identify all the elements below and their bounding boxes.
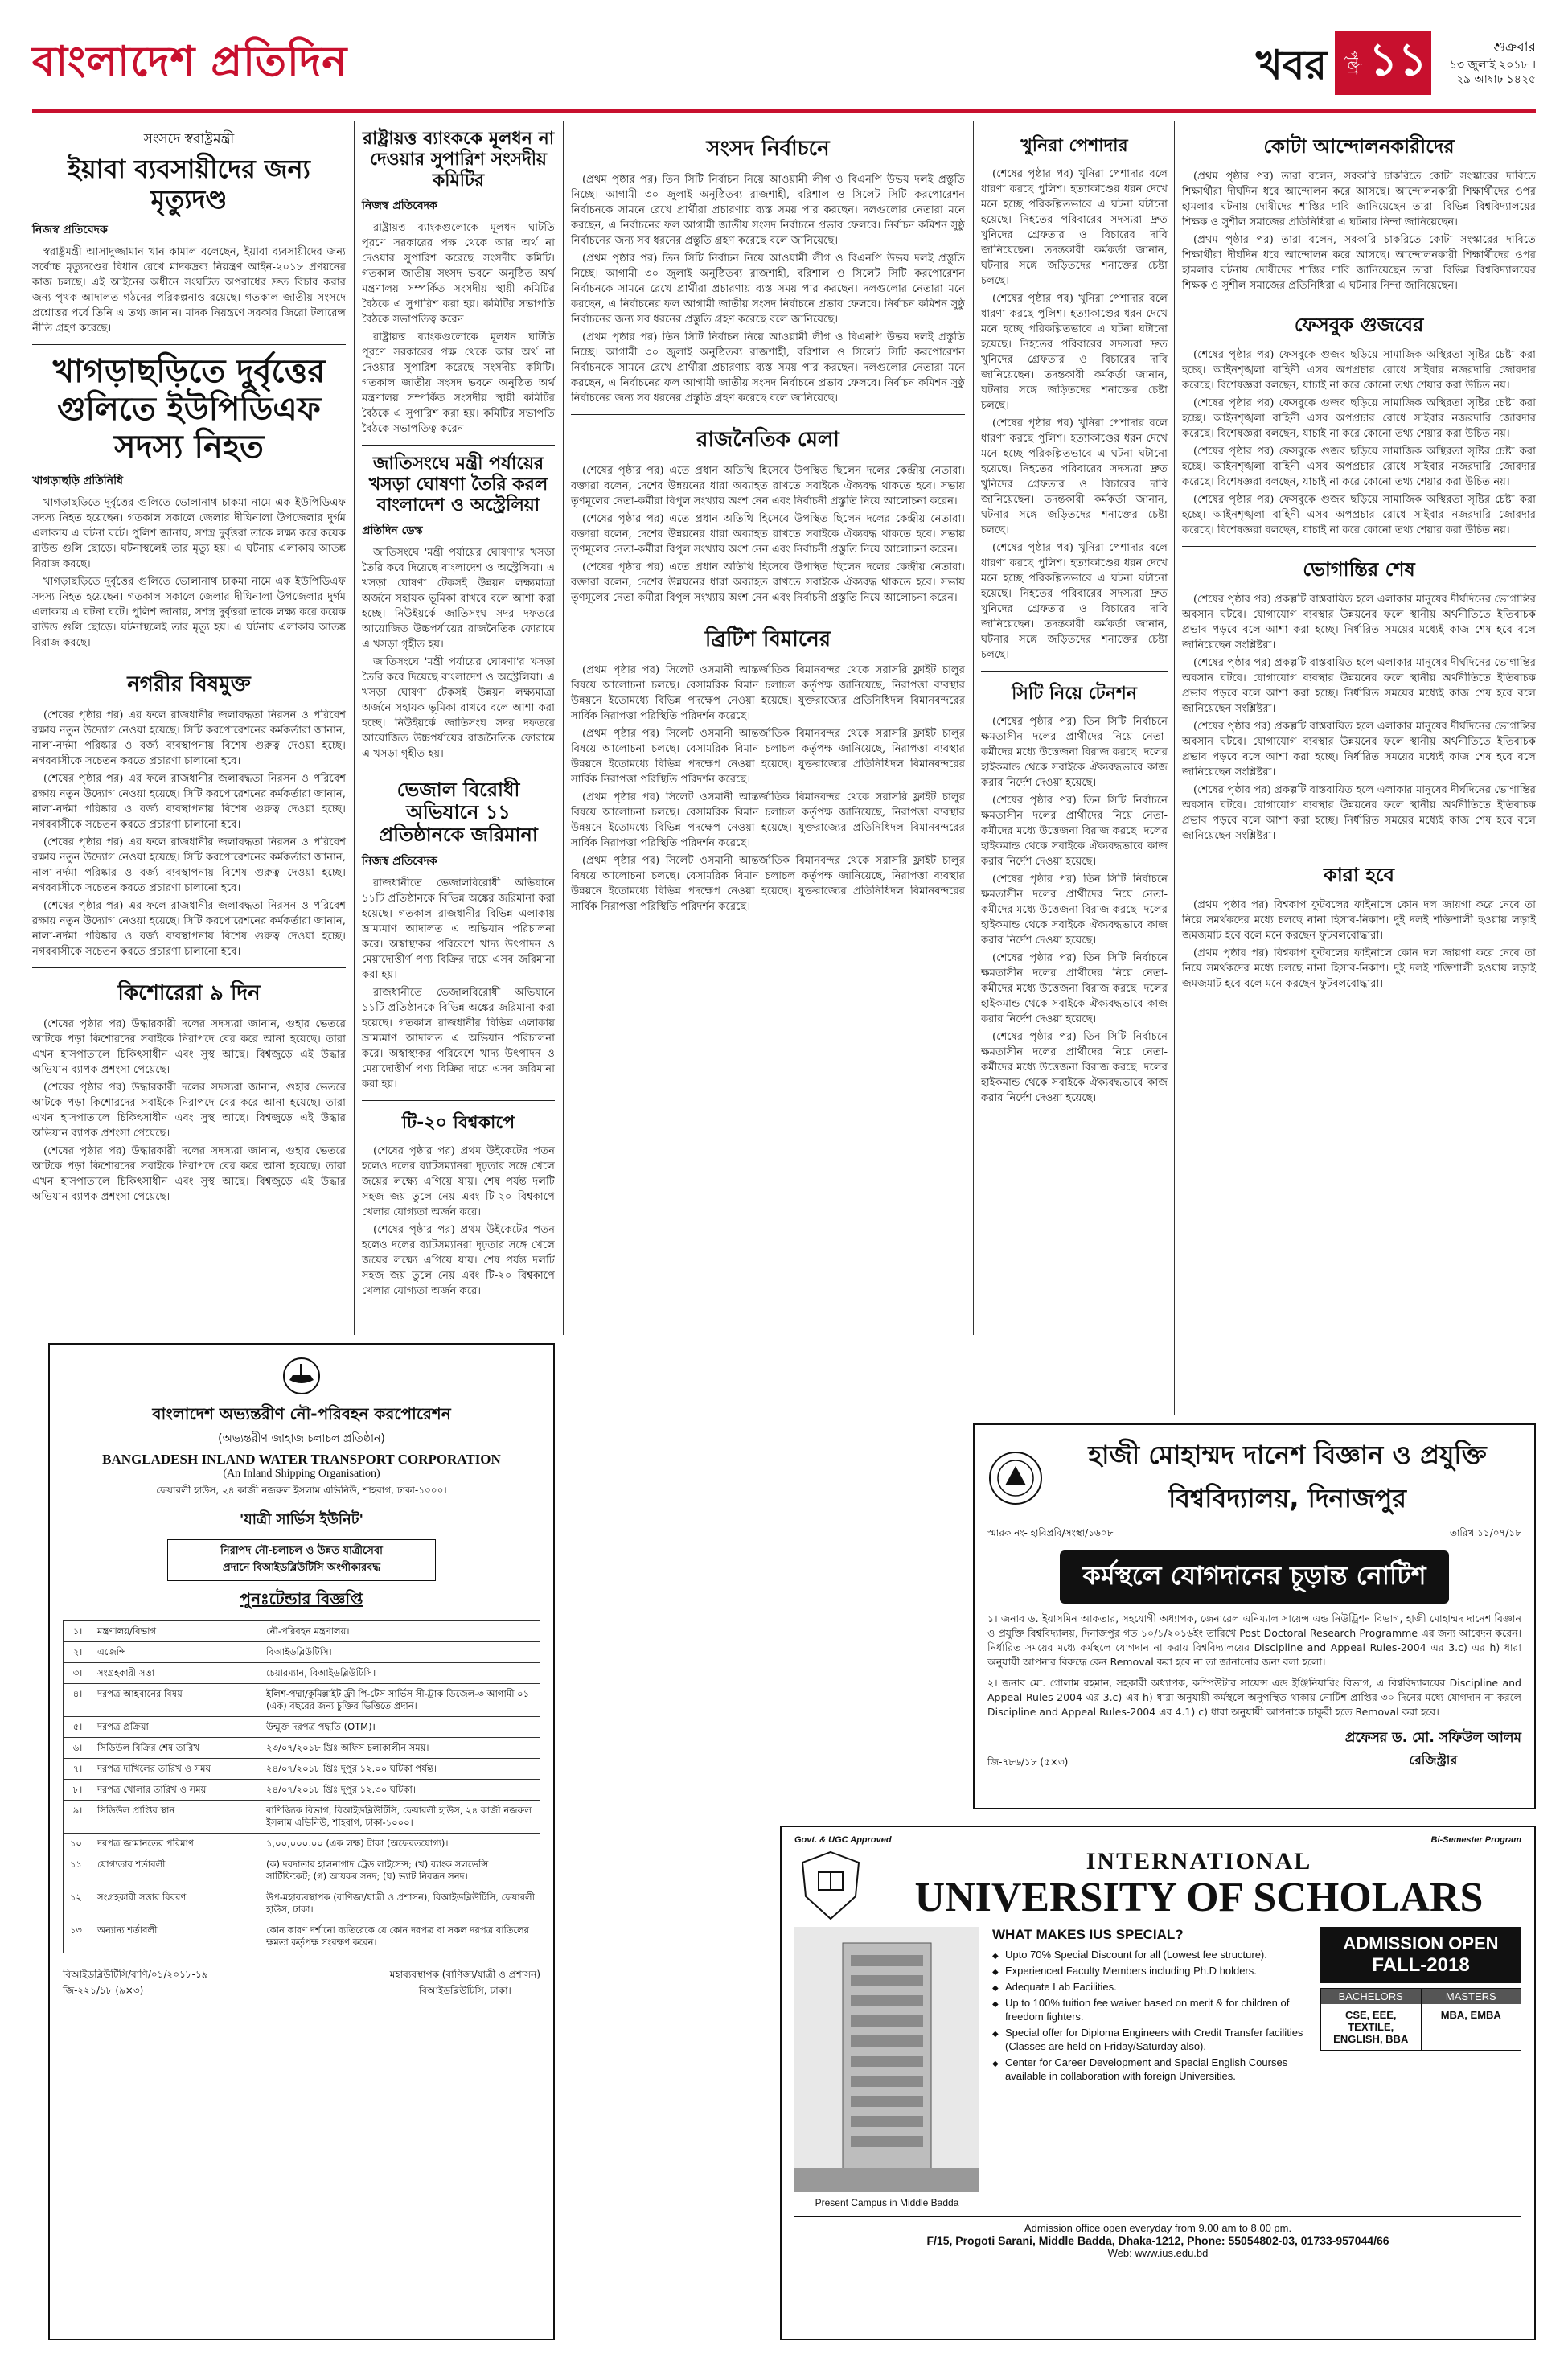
tender-cell-no: ১৩। bbox=[64, 1920, 92, 1953]
article-paragraph: খাগড়াছড়িতে দুর্বৃত্তের গুলিতে ভোলানাথ চাকমা নামে এক ইউপিডিএফ সদস্য নিহত হয়েছেন। গতকাল সকালে জেলার দীঘিনালা উপজেলার দুর্গম এলাকায় এ ঘটনা ঘটে। পুলিশ জানায়, সশস্ত্র দুর্বৃত্তরা তাকে লক্ষ্য করে কয়েক রাউন্ড গুলি ছোড়ে। ঘটনাস্থলেই তার মৃত্যু হয়। এ ঘটনায় এলাকায় আতঙ্ক বিরাজ করছে। bbox=[32, 497, 346, 571]
article-paragraph: (প্রথম পৃষ্ঠার পর) তিন সিটি নির্বাচন নিয়ে আওয়ামী লীগ ও বিএনপি উভয় দলই প্রস্তুতি নিচ্ছে। আগামী ৩০ জুলাই অনুষ্ঠিতব্য রাজশাহী, বরিশাল ও সিলেট সিটি করপোরেশন নির্বাচনকে সামনে রেখে প্রার্থীরা প্রচারণায় ব্যস্ত সময় পার করছেন। দলগুলোর নেতারা মনে করছেন, এ নির্বাচনের ফল আগামী জাতীয় সংসদ নির্বাচনে প্রভাব ফেলবে। নির্বাচন কমিশন সুষ্ঠু নির্বাচনের জন্য সব ধরনের প্রস্তুতি গ্রহণ করেছে বলে জানিয়েছে। bbox=[571, 174, 965, 247]
ius-programs bbox=[1320, 1988, 1521, 2051]
biwtc-slogan: নিরাপদ নৌ-চলাচল ও উন্নত যাত্রীসেবা bbox=[220, 1545, 383, 1557]
ius-crest-icon bbox=[794, 1848, 867, 1920]
ius-header bbox=[794, 1848, 1521, 1920]
article-kara bbox=[1182, 860, 1536, 992]
tender-cell-value: ইলিশ-পদ্মা/কুমিল্লাইট ফ্রী পি-টেস সার্ভিস সী-ট্রাক ডিজেল-৩ আগামী ০১ (এক) বছরের জন্য চুক্তির ভিত্তিতে প্রদান। bbox=[261, 1684, 540, 1717]
divider bbox=[32, 967, 346, 968]
tender-cell-key: দরপত্র জামানতের পরিমাণ bbox=[92, 1834, 261, 1854]
day-label: শুক্রবার bbox=[1493, 39, 1536, 55]
article-paragraph: (শেষের পৃষ্ঠার পর) এতে প্রধান অতিথি হিসেবে উপস্থিত ছিলেন দলের কেন্দ্রীয় নেতারা। বক্তারা বলেন, দেশের উন্নয়নের ধারা অব্যাহত রাখতে সবাইকে ঐক্যবদ্ধ থাকতে হবে। সভায় তৃণমূলের নেতা-কর্মীরা বিপুল সংখ্যায় অংশ নেন এবং নির্বাচনী প্রস্তুতি নিয়ে আলোচনা করেন। bbox=[571, 465, 965, 507]
tender-cell-key: মন্ত্রণালয়/বিভাগ bbox=[92, 1621, 261, 1642]
column-fourth bbox=[981, 129, 1168, 1108]
tender-cell-value: বিআইডব্লিউটিসি। bbox=[261, 1642, 540, 1663]
tender-cell-no: ১। bbox=[64, 1621, 92, 1642]
article-byline: নিজস্ব প্রতিবেদক bbox=[362, 199, 437, 212]
article-khagrachhari bbox=[32, 353, 346, 651]
hstu-memo-date: তারিখ ১১/০৭/১৮ bbox=[1449, 1527, 1521, 1538]
tender-cell-no: ২। bbox=[64, 1642, 92, 1663]
tender-table-row bbox=[64, 1780, 540, 1801]
article-subhead: রাজনৈতিক মেলা bbox=[696, 428, 839, 452]
tender-table-row bbox=[64, 1717, 540, 1738]
article-vejal bbox=[362, 778, 555, 1092]
article-paragraph: (শেষের পৃষ্ঠার পর) তিন সিটি নির্বাচনে ক্ষমতাসীন দলের প্রার্থীদের নিয়ে নেতা-কর্মীদের মধ্যে উত্তেজনা বিরাজ করছে। দলের হাইকমান্ড থেকে সবাইকে ঐক্যবদ্ধভাবে কাজ করার নির্দেশ দেওয়া হয়েছে। bbox=[981, 873, 1168, 947]
article-paragraph: (শেষের পৃষ্ঠার পর) প্রকল্পটি বাস্তবায়িত হলে এলাকার মানুষের দীর্ঘদিনের ভোগান্তির অবসান ঘটবে। যোগাযোগ ব্যবস্থার উন্নয়নের ফলে স্থানীয় অর্থনীতিতে ইতিবাচক প্রভাব পড়বে বলে আশা করা হচ্ছে। নির্ধারিত সময়ের মধ্যেই কাজ শেষ হবে বলে জানিয়েছেন সংশ্লিষ্টরা। bbox=[1182, 594, 1536, 651]
article-paragraph: জাতিসংঘে 'মন্ত্রী পর্যায়ের ঘোষণা'র খসড়া তৈরি করে দিয়েছে বাংলাদেশ ও অস্ট্রেলিয়া। এ খসড়া ঘোষণা টেকসই উন্নয়ন লক্ষ্যমাত্রা অর্জনে সহায়ক ভূমিকা রাখবে বলে আশা করা হচ্ছে। নিউইয়র্কে জাতিসংঘ সদর দফতরে আয়োজিত উচ্চপর্যায়ের রাজনৈতিক ফোরামে এ খসড়া গৃহীত হয়। bbox=[362, 655, 555, 760]
page-number-box bbox=[1335, 31, 1431, 95]
tender-cell-key: সংগ্রহকারী সত্তা bbox=[92, 1663, 261, 1684]
article-headline: রাষ্ট্রায়ত্ত ব্যাংককে মূলধন না দেওয়ার সুপারিশ সংসদীয় কমিটির bbox=[362, 129, 555, 191]
divider bbox=[571, 414, 965, 415]
article-un bbox=[362, 454, 555, 762]
article-paragraph: (শেষের পৃষ্ঠার পর) খুনিরা পেশাদার বলে ধারণা করছে পুলিশ। হত্যাকাণ্ডের ধরন দেখে মনে হচ্ছে পরিকল্পিতভাবে এ ঘটনা ঘটানো হয়েছে। নিহতের পরিবারের সদস্যরা দ্রুত খুনিদের গ্রেফতার ও বিচারের দাবি জানিয়েছেন। তদন্তকারী কর্মকর্তা জানান, ঘটনার সঙ্গে জড়িতদের শনাক্তের চেষ্টা চলছে। bbox=[981, 417, 1168, 536]
ius-bachelors-label: BACHELORS bbox=[1321, 1989, 1421, 2004]
tender-table-row bbox=[64, 1834, 540, 1854]
tender-table-row bbox=[64, 1854, 540, 1887]
ius-approved: Govt. & UGC Approved bbox=[794, 1835, 892, 1845]
biwtc-notice-title: পুনঃটেন্ডার বিজ্ঞপ্তি bbox=[240, 1589, 363, 1608]
article-kicker: সংসদে স্বরাষ্ট্রমন্ত্রী bbox=[143, 131, 235, 147]
ius-masters-list: MBA, EMBA bbox=[1440, 2009, 1501, 2021]
biwtc-org-en: BANGLADESH INLAND WATER TRANSPORT CORPORATION bbox=[102, 1452, 501, 1467]
tender-table-row bbox=[64, 1621, 540, 1642]
tender-cell-no: ৯। bbox=[64, 1801, 92, 1834]
article-paragraph: রাজধানীতে ভেজালবিরোধী অভিযানে ১১টি প্রতিষ্ঠানকে বিভিন্ন অঙ্কের জরিমানা করা হয়েছে। গতকাল রাজধানীর বিভিন্ন এলাকায় ভ্রাম্যমাণ আদালত এ অভিযান পরিচালনা করে। অস্বাস্থ্যকর পরিবেশে খাদ্য উৎপাদন ও মেয়াদোত্তীর্ণ পণ্য বিক্রির দায়ে এসব জরিমানা করা হয়। bbox=[362, 986, 555, 1090]
article-paragraph: (প্রথম পৃষ্ঠার পর) তিন সিটি নির্বাচন নিয়ে আওয়ামী লীগ ও বিএনপি উভয় দলই প্রস্তুতি নিচ্ছে। আগামী ৩০ জুলাই অনুষ্ঠিতব্য রাজশাহী, বরিশাল ও সিলেট সিটি করপোরেশন নির্বাচনকে সামনে রেখে প্রার্থীরা প্রচারণায় ব্যস্ত সময় পার করছেন। দলগুলোর নেতারা মনে করছেন, এ নির্বাচনের ফল আগামী জাতীয় সংসদ নির্বাচনে প্রভাব ফেলবে। নির্বাচন কমিশন সুষ্ঠু নির্বাচনের জন্য সব ধরনের প্রস্তুতি গ্রহণ করেছে বলে জানিয়েছে। bbox=[571, 331, 965, 405]
ius-feature-item: ◆ Adequate Lab Facilities. bbox=[992, 1980, 1307, 1994]
tender-cell-value: ২৪/০৭/২০১৮ খ্রিঃ দুপুর ১২.০০ ঘটিকা পর্যন্ত। bbox=[261, 1759, 540, 1780]
article-body bbox=[1182, 347, 1536, 538]
column-rule bbox=[563, 121, 564, 1335]
article-paragraph: (শেষের পৃষ্ঠার পর) উদ্ধারকারী দলের সদস্যরা জানান, গুহার ভেতরে আটকে পড়া কিশোরদের সবাইকে নিরাপদে বের করে আনা হয়েছে। তারা এখন হাসপাতালে চিকিৎসাধীন এবং সুস্থ আছে। বিশ্বজুড়ে এই উদ্ধার অভিযান ব্যাপক প্রশংসা পেয়েছে। bbox=[32, 1082, 346, 1140]
tender-cell-key: সিডিউল প্রাপ্তির স্থান bbox=[92, 1801, 261, 1834]
column-rule bbox=[1174, 121, 1175, 1415]
article-paragraph: (শেষের পৃষ্ঠার পর) তিন সিটি নির্বাচনে ক্ষমতাসীন দলের প্রার্থীদের নিয়ে নেতা-কর্মীদের মধ্যে উত্তেজনা বিরাজ করছে। দলের হাইকমান্ড থেকে সবাইকে ঐক্যবদ্ধভাবে কাজ করার নির্দেশ দেওয়া হয়েছে। bbox=[981, 795, 1168, 868]
ius-masters-label: MASTERS bbox=[1422, 1989, 1521, 2004]
tender-cell-value: ২৩/০৭/২০১৮ খ্রিঃ অফিস চলাকালীন সময়। bbox=[261, 1738, 540, 1759]
article-kishori bbox=[32, 976, 346, 1205]
article-paragraph: (শেষের পৃষ্ঠার পর) ফেসবুকে গুজব ছড়িয়ে সামাজিক অস্থিরতা সৃষ্টির চেষ্টা করা হচ্ছে। আইনশৃঙ্খলা বাহিনী এসব অপপ্রচার রোধে সাইবার নজরদারি জোরদার করেছে। বিশেষজ্ঞরা বলছেন, যাচাই না করে কোনো তথ্য শেয়ার করা উচিত নয়। bbox=[1182, 446, 1536, 488]
article-body bbox=[1182, 592, 1536, 844]
tender-table-row bbox=[64, 1738, 540, 1759]
biwtc-org-bn-sub: (অভ্যন্তরীণ জাহাজ চলাচল প্রতিষ্ঠান) bbox=[218, 1432, 385, 1445]
article-headline: ইয়াবা ব্যবসায়ীদের জন্য মৃত্যুদণ্ড bbox=[68, 154, 310, 215]
column-rule bbox=[973, 121, 974, 1335]
ius-feature-item: ◆ Upto 70% Special Discount for all (Lowest fee structure). bbox=[992, 1948, 1307, 1961]
tender-cell-key: দরপত্র খোলার তারিখ ও সময় bbox=[92, 1780, 261, 1801]
article-body bbox=[1182, 897, 1536, 992]
article-facebook bbox=[1182, 310, 1536, 538]
article-paragraph: (শেষের পৃষ্ঠার পর) খুনিরা পেশাদার বলে ধারণা করছে পুলিশ। হত্যাকাণ্ডের ধরন দেখে মনে হচ্ছে পরিকল্পিতভাবে এ ঘটনা ঘটানো হয়েছে। নিহতের পরিবারের সদস্যরা দ্রুত খুনিদের গ্রেফতার ও বিচারের দাবি জানিয়েছেন। তদন্তকারী কর্মকর্তা জানান, ঘটনার সঙ্গে জড়িতদের শনাক্তের চেষ্টা চলছে। bbox=[981, 168, 1168, 287]
article-subhead: ব্রিটিশ বিমানের bbox=[704, 627, 831, 651]
column-left bbox=[32, 129, 346, 1207]
tender-table-row bbox=[64, 1920, 540, 1953]
hstu-header bbox=[987, 1435, 1521, 1522]
article-headline: খাগড়াছড়িতে দুর্বৃত্তের গুলিতে ইউপিডিএফ সদস্য নিহত bbox=[52, 352, 326, 466]
tender-cell-no: ৪। bbox=[64, 1684, 92, 1717]
ius-features-list bbox=[992, 1948, 1307, 2083]
article-headline: ভেজাল বিরোধী অভিযানে ১১ প্রতিষ্ঠানকে জরিমানা bbox=[379, 778, 538, 847]
article-byline: নিজস্ব প্রতিবেদক bbox=[362, 854, 437, 868]
article-paragraph: (শেষের পৃষ্ঠার পর) তিন সিটি নির্বাচনে ক্ষমতাসীন দলের প্রার্থীদের নিয়ে নেতা-কর্মীদের মধ্যে উত্তেজনা বিরাজ করছে। দলের হাইকমান্ড থেকে সবাইকে ঐক্যবদ্ধভাবে কাজ করার নির্দেশ দেওয়া হয়েছে। bbox=[981, 952, 1168, 1025]
page-word: পৃষ্ঠা bbox=[1344, 51, 1361, 75]
article-body bbox=[32, 244, 346, 336]
article-paragraph: (শেষের পৃষ্ঠার পর) ফেসবুকে গুজব ছড়িয়ে সামাজিক অস্থিরতা সৃষ্টির চেষ্টা করা হচ্ছে। আইনশৃঙ্খলা বাহিনী এসব অপপ্রচার রোধে সাইবার নজরদারি জোরদার করেছে। বিশেষজ্ঞরা বলছেন, যাচাই না করে কোনো তথ্য শেয়ার করা উচিত নয়। bbox=[1182, 494, 1536, 536]
ius-special-title: WHAT MAKES IUS SPECIAL? bbox=[992, 1927, 1184, 1942]
ius-campus-building-image bbox=[794, 1927, 979, 2192]
article-subhead: কারা হবে bbox=[1324, 864, 1394, 886]
tender-table-row bbox=[64, 1684, 540, 1717]
article-paragraph: (শেষের পৃষ্ঠার পর) এর ফলে রাজধানীর জলাবদ্ধতা নিরসন ও পরিবেশ রক্ষায় নতুন উদ্যোগ নেওয়া হয়েছে। সিটি করপোরেশনের কর্মকর্তারা জানান, নালা-নর্দমা পরিষ্কার ও বর্জ্য ব্যবস্থাপনায় বিশেষ গুরুত্ব দেওয়া হচ্ছে। নগরবাসীকে সচেতন করতে প্রচারণা চালানো হবে। bbox=[32, 836, 346, 895]
article-body bbox=[571, 463, 965, 606]
tender-cell-no: ৫। bbox=[64, 1717, 92, 1738]
hstu-paragraph-2: ২। জনাব মো. গোলাম রহমান, সহকারী অধ্যাপক, কম্পিউটার সায়েন্স এন্ড ইঞ্জিনিয়ারিং বিভাগ, এ বিশ্ববিদ্যালয়ের Discipline and Appeal Rules-2004 এর 3.c) এর h) ধারা অনুযায়ী কর্মস্থলে অনুপস্থিত থাকায় নোটিশ প্রাপ্তির ৩০ দিনের মধ্যে যোগদান না করলে Discipline and Appeal Rules-2004 এর 4.1) c) ধারা অনুযায়ী আপনাকে চাকুরী হতে Removal করা হবে। bbox=[987, 1677, 1521, 1718]
tender-cell-value: বাণিজ্যিক বিভাগ, বিআইডব্লিউটিসি, ফেয়ারলী হাউস, ২৪ কাজী নজরুল ইসলাম এভিনিউ, শাহবাগ, ঢাকা-১০০০। bbox=[261, 1801, 540, 1834]
article-body bbox=[362, 220, 555, 437]
article-paragraph: (শেষের পৃষ্ঠার পর) তিন সিটি নির্বাচনে ক্ষমতাসীন দলের প্রার্থীদের নিয়ে নেতা-কর্মীদের মধ্যে উত্তেজনা বিরাজ করছে। দলের হাইকমান্ড থেকে সবাইকে ঐক্যবদ্ধভাবে কাজ করার নির্দেশ দেওয়া হয়েছে। bbox=[981, 1031, 1168, 1104]
ius-phone: Phone: 55054802-03, 01733-957044/66 bbox=[1187, 2234, 1389, 2247]
article-body bbox=[32, 495, 346, 651]
article-paragraph: (শেষের পৃষ্ঠার পর) এতে প্রধান অতিথি হিসেবে উপস্থিত ছিলেন দলের কেন্দ্রীয় নেতারা। বক্তারা বলেন, দেশের উন্নয়নের ধারা অব্যাহত রাখতে সবাইকে ঐক্যবদ্ধ থাকতে হবে। সভায় তৃণমূলের নেতা-কর্মীরা বিপুল সংখ্যায় অংশ নেন এবং নির্বাচনী প্রস্তুতি নিয়ে আলোচনা করেন। bbox=[571, 513, 965, 556]
hstu-memo: স্মারক নং- হাবিপ্রবি/সংস্থা/১৬০৮ bbox=[987, 1527, 1114, 1538]
article-body bbox=[1182, 169, 1536, 294]
article-subhead: সিটি নিয়ে টেনশন bbox=[1012, 684, 1137, 704]
ius-campus bbox=[794, 1927, 979, 2208]
ius-feature-item: ◆ Up to 100% tuition fee waiver based on merit & for children of freedom fighters. bbox=[992, 1996, 1307, 2023]
newspaper-logo: বাংলাদেশ প্রতিদিন bbox=[32, 37, 348, 86]
article-body bbox=[981, 714, 1168, 1106]
article-paragraph: (প্রথম পৃষ্ঠার পর) সিলেট ওসমানী আন্তর্জাতিক বিমানবন্দর থেকে সরাসরি ফ্লাইট চালুর বিষয়ে আলোচনা চলছে। বেসামরিক বিমান চলাচল কর্তৃপক্ষ জানিয়েছে, নিরাপত্তা ব্যবস্থার উন্নয়নে ইতোমধ্যে বিভিন্ন পদক্ষেপ নেওয়া হয়েছে। যুক্তরাজ্যের প্রতিনিধিদল বিমানবন্দরের সার্বিক নিরাপত্তা পরিস্থিতি পরিদর্শন করেছে। bbox=[571, 728, 965, 786]
column-rule bbox=[354, 121, 355, 1335]
column-center bbox=[571, 129, 965, 917]
article-headline: সংসদ নির্বাচনে bbox=[706, 137, 830, 161]
article-khulna bbox=[981, 132, 1168, 663]
article-body bbox=[981, 166, 1168, 663]
hstu-banner: কর্মস্থলে যোগদানের চূড়ান্ত নোটিশ bbox=[1060, 1550, 1449, 1604]
article-subhead: কিশোরেরা ৯ দিন bbox=[117, 981, 261, 1006]
tender-cell-key: দরপত্র দাখিলের তারিখ ও সময় bbox=[92, 1759, 261, 1780]
article-election bbox=[571, 132, 965, 406]
article-paragraph: (প্রথম পৃষ্ঠার পর) তিন সিটি নির্বাচন নিয়ে আওয়ামী লীগ ও বিএনপি উভয় দলই প্রস্তুতি নিচ্ছে। আগামী ৩০ জুলাই অনুষ্ঠিতব্য রাজশাহী, বরিশাল ও সিলেট সিটি করপোরেশন নির্বাচনকে সামনে রেখে প্রার্থীরা প্রচারণায় ব্যস্ত সময় পার করছেন। দলগুলোর নেতারা মনে করছেন, এ নির্বাচনের ফল আগামী জাতীয় সংসদ নির্বাচনে প্রভাব ফেলবে। নির্বাচন কমিশন সুষ্ঠু নির্বাচনের জন্য সব ধরনের প্রস্তুতি গ্রহণ করেছে বলে জানিয়েছে। bbox=[571, 253, 965, 326]
hstu-body bbox=[987, 1612, 1521, 1719]
ius-top-row bbox=[794, 1835, 1521, 1845]
article-yaba bbox=[32, 129, 346, 336]
tender-cell-no: ৮। bbox=[64, 1780, 92, 1801]
article-body bbox=[571, 172, 965, 406]
article-nagar bbox=[32, 667, 346, 959]
biwtc-emblem-icon bbox=[281, 1356, 322, 1396]
article-byline: নিজস্ব প্রতিবেদক bbox=[32, 223, 108, 236]
ius-feature-item: ◆ Center for Career Development and Special English Courses available in collaboration with foreign Universities. bbox=[992, 2056, 1307, 2083]
article-politics bbox=[571, 423, 965, 606]
tender-cell-key: দরপত্র আহবানের বিষয় bbox=[92, 1684, 261, 1717]
article-body bbox=[571, 663, 965, 914]
article-paragraph: (শেষের পৃষ্ঠার পর) এতে প্রধান অতিথি হিসেবে উপস্থিত ছিলেন দলের কেন্দ্রীয় নেতারা। বক্তারা বলেন, দেশের উন্নয়নের ধারা অব্যাহত রাখতে সবাইকে ঐক্যবদ্ধ থাকতে হবে। সভায় তৃণমূলের নেতা-কর্মীরা বিপুল সংখ্যায় অংশ নেন এবং নির্বাচনী প্রস্তুতি নিয়ে আলোচনা করেন। bbox=[571, 561, 965, 604]
date-label: ১৩ জুলাই ২০১৮ । ২৯ আষাঢ় ১৪২৫ bbox=[1449, 59, 1536, 86]
tender-table-row bbox=[64, 1801, 540, 1834]
page-number: ১১ bbox=[1369, 34, 1427, 86]
article-paragraph: (শেষের পৃষ্ঠার পর) উদ্ধারকারী দলের সদস্যরা জানান, গুহার ভেতরে আটকে পড়া কিশোরদের সবাইকে নিরাপদে বের করে আনা হয়েছে। তারা এখন হাসপাতালে চিকিৎসাধীন এবং সুস্থ আছে। বিশ্বজুড়ে এই উদ্ধার অভিযান ব্যাপক প্রশংসা পেয়েছে। bbox=[32, 1018, 346, 1077]
article-city bbox=[981, 680, 1168, 1106]
tender-cell-value: ১,০০,০০০.০০ (এক লক্ষ) টাকা (অফেরতযোগ্য)। bbox=[261, 1834, 540, 1854]
tender-cell-value: নৌ-পরিবহন মন্ত্রণালয়। bbox=[261, 1621, 540, 1642]
tender-table-row bbox=[64, 1642, 540, 1663]
ius-bachelors bbox=[1321, 1989, 1422, 2050]
divider bbox=[981, 671, 1168, 672]
ius-main bbox=[794, 1927, 1521, 2208]
article-paragraph: (শেষের পৃষ্ঠার পর) ফেসবুকে গুজব ছড়িয়ে সামাজিক অস্থিরতা সৃষ্টির চেষ্টা করা হচ্ছে। আইনশৃঙ্খলা বাহিনী এসব অপপ্রচার রোধে সাইবার নজরদারি জোরদার করেছে। বিশেষজ্ঞরা বলছেন, যাচাই না করে কোনো তথ্য শেয়ার করা উচিত নয়। bbox=[1182, 397, 1536, 440]
biwtc-slogan-box bbox=[167, 1539, 436, 1581]
divider bbox=[32, 344, 346, 345]
ius-footer bbox=[794, 2216, 1521, 2259]
hstu-notice-ad bbox=[973, 1423, 1536, 1809]
biwtc-logo bbox=[63, 1356, 540, 1399]
ius-campus-caption: Present Campus in Middle Badda bbox=[815, 2197, 959, 2208]
tender-cell-key: সিডিউল বিক্রির শেষ তারিখ bbox=[92, 1738, 261, 1759]
article-paragraph: (প্রথম পৃষ্ঠার পর) সিলেট ওসমানী আন্তর্জাতিক বিমানবন্দর থেকে সরাসরি ফ্লাইট চালুর বিষয়ে আলোচনা চলছে। বেসামরিক বিমান চলাচল কর্তৃপক্ষ জানিয়েছে, নিরাপত্তা ব্যবস্থার উন্নয়নে ইতোমধ্যে বিভিন্ন পদক্ষেপ নেওয়া হয়েছে। যুক্তরাজ্যের প্রতিনিধিদল বিমানবন্দরের সার্বিক নিরাপত্তা পরিস্থিতি পরিদর্শন করেছে। bbox=[571, 791, 965, 849]
tender-cell-value: উন্মুক্ত দরপত্র পদ্ধতি (OTM)। bbox=[261, 1717, 540, 1738]
article-paragraph: (শেষের পৃষ্ঠার পর) এর ফলে রাজধানীর জলাবদ্ধতা নিরসন ও পরিবেশ রক্ষায় নতুন উদ্যোগ নেওয়া হয়েছে। সিটি করপোরেশনের কর্মকর্তারা জানান, নালা-নর্দমা পরিষ্কার ও বর্জ্য ব্যবস্থাপনায় বিশেষ গুরুত্ব দেওয়া হচ্ছে। নগরবাসীকে সচেতন করতে প্রচারণা চালানো হবে। bbox=[32, 773, 346, 832]
article-paragraph: (শেষের পৃষ্ঠার পর) প্রকল্পটি বাস্তবায়িত হলে এলাকার মানুষের দীর্ঘদিনের ভোগান্তির অবসান ঘটবে। যোগাযোগ ব্যবস্থার উন্নয়নের ফলে স্থানীয় অর্থনীতিতে ইতিবাচক প্রভাব পড়বে বলে আশা করা হচ্ছে। নির্ধারিত সময়ের মধ্যেই কাজ শেষ হবে বলে জানিয়েছেন সংশ্লিষ্টরা। bbox=[1182, 657, 1536, 715]
article-paragraph: স্বরাষ্ট্রমন্ত্রী আসাদুজ্জামান খান কামাল বলেছেন, ইয়াবা ব্যবসায়ীদের জন্য সর্বোচ্চ মৃত্যুদণ্ডের বিধান রেখে মাদকদ্রব্য নিয়ন্ত্রণ আইন-২০১৮ প্রণয়নের কাজ চলছে। এই আইনের অধীনে সংঘটিত অপরাধের দ্রুত বিচার করার জন্য পৃথক আদালত গঠনের পরিকল্পনাও রয়েছে। গতকাল জাতীয় সংসদে প্রশ্নোত্তর পর্বে তিনি এ তথ্য জানান। মাদক নিয়ন্ত্রণে সরকার জিরো টলারেন্স নীতি গ্রহণ করেছে। bbox=[32, 245, 346, 335]
tender-table bbox=[63, 1620, 540, 1953]
divider bbox=[1182, 546, 1536, 547]
article-state-bank bbox=[362, 129, 555, 437]
tender-cell-no: ১০। bbox=[64, 1834, 92, 1854]
ius-name: UNIVERSITY OF SCHOLARS bbox=[914, 1875, 1484, 1920]
article-paragraph: (শেষের পৃষ্ঠার পর) প্রকল্পটি বাস্তবায়িত হলে এলাকার মানুষের দীর্ঘদিনের ভোগান্তির অবসান ঘটবে। যোগাযোগ ব্যবস্থার উন্নয়নের ফলে স্থানীয় অর্থনীতিতে ইতিবাচক প্রভাব পড়বে বলে আশা করা হচ্ছে। নির্ধারিত সময়ের মধ্যেই কাজ শেষ হবে বলে জানিয়েছেন সংশ্লিষ্টরা। bbox=[1182, 784, 1536, 842]
article-paragraph: রাজধানীতে ভেজালবিরোধী অভিযানে ১১টি প্রতিষ্ঠানকে বিভিন্ন অঙ্কের জরিমানা করা হয়েছে। গতকাল রাজধানীর বিভিন্ন এলাকায় ভ্রাম্যমাণ আদালত এ অভিযান পরিচালনা করে। অস্বাস্থ্যকর পরিবেশে খাদ্য উৎপাদন ও মেয়াদোত্তীর্ণ পণ্য বিক্রির দায়ে এসব জরিমানা করা হয়। bbox=[362, 877, 555, 981]
tender-table-row bbox=[64, 1887, 540, 1920]
hstu-title-2: বিশ্ববিদ্যালয়, দিনাজপুর bbox=[1168, 1483, 1406, 1514]
biwtc-footer bbox=[63, 1968, 540, 2000]
biwtc-org-en-sub: (An Inland Shipping Organisation) bbox=[223, 1468, 380, 1480]
article-paragraph: (প্রথম পৃষ্ঠার পর) সিলেট ওসমানী আন্তর্জাতিক বিমানবন্দর থেকে সরাসরি ফ্লাইট চালুর বিষয়ে আলোচনা চলছে। বেসামরিক বিমান চলাচল কর্তৃপক্ষ জানিয়েছে, নিরাপত্তা ব্যবস্থার উন্নয়নে ইতোমধ্যে বিভিন্ন পদক্ষেপ নেওয়া হয়েছে। যুক্তরাজ্যের প্রতিনিধিদল বিমানবন্দরের সার্বিক নিরাপত্তা পরিস্থিতি পরিদর্শন করেছে। bbox=[571, 664, 965, 722]
article-vogantir bbox=[1182, 555, 1536, 844]
article-byline: খাগড়াছড়ি প্রতিনিধি bbox=[32, 474, 124, 488]
tender-cell-value: কোন কারণ দর্শানো ব্যতিরেকে যে কোন দরপত্র বা সকল দরপত্র বাতিলের ক্ষমতা কর্তৃপক্ষ সংরক্ষণ করেন। bbox=[261, 1920, 540, 1953]
hstu-paragraph-1: ১। জনাব ড. ইয়াসমিন আকতার, সহযোগী অধ্যাপক, জেনারেল এনিম্যাল সায়েন্স এন্ড নিউট্রিশন বিভাগ, হাজী মোহাম্মদ দানেশ বিজ্ঞান ও প্রযুক্তি বিশ্ববিদ্যালয়, দিনাজপুর গত ১০/১/২০১৬ইং তারিখে Post Doctoral Research Programme এর জন্য আবেদন করেন। নির্ধারিত সময়ের মধ্যে কর্মস্থলে যোগদান না করায় বিশ্ববিদ্যালয়ের Discipline and Appeal Rules-2004 এর 3.c) এর h) ধারা অনুযায়ী আপনার বিরুদ্ধে কেন Removal করা হবে না তা জানানোর জন্য বলা হলো। bbox=[987, 1612, 1521, 1668]
section-label: খবর bbox=[1255, 42, 1327, 88]
article-british bbox=[571, 622, 965, 914]
ius-features-block bbox=[992, 1927, 1307, 2208]
article-subhead: নগরীর বিষমুক্ত bbox=[127, 672, 251, 697]
article-body bbox=[32, 1017, 346, 1205]
article-headline: কোটা আন্দোলনকারীদের bbox=[1263, 135, 1455, 158]
article-paragraph: (শেষের পৃষ্ঠার পর) উদ্ধারকারী দলের সদস্যরা জানান, গুহার ভেতরে আটকে পড়া কিশোরদের সবাইকে নিরাপদে বের করে আনা হয়েছে। তারা এখন হাসপাতালে চিকিৎসাধীন এবং সুস্থ আছে। বিশ্বজুড়ে এই উদ্ধার অভিযান ব্যাপক প্রশংসা পেয়েছে। bbox=[32, 1145, 346, 1204]
column-right bbox=[1182, 129, 1536, 994]
article-paragraph: (প্রথম পৃষ্ঠার পর) তারা বলেন, সরকারি চাকরিতে কোটা সংস্কারের দাবিতে শিক্ষার্থীরা দীর্ঘদিন ধরে আন্দোলন করে আসছে। আন্দোলনকারী শিক্ষার্থীদের ওপর হামলার ঘটনায় দোষীদের শাস্তির দাবি জানিয়েছেন তারা। বিভিন্ন বিশ্ববিদ্যালয়ের শিক্ষক ও সুশীল সমাজের প্রতিনিধিরা এ ঘটনার নিন্দা জানিয়েছেন। bbox=[1182, 234, 1536, 292]
article-paragraph: (প্রথম পৃষ্ঠার পর) তারা বলেন, সরকারি চাকরিতে কোটা সংস্কারের দাবিতে শিক্ষার্থীরা দীর্ঘদিন ধরে আন্দোলন করে আসছে। আন্দোলনকারী শিক্ষার্থীদের ওপর হামলার ঘটনায় দোষীদের শাস্তির দাবি জানিয়েছেন তারা। বিভিন্ন বিশ্ববিদ্যালয়ের শিক্ষক ও সুশীল সমাজের প্রতিনিধিরা এ ঘটনার নিন্দা জানিয়েছেন। bbox=[1182, 170, 1536, 228]
article-paragraph: (শেষের পৃষ্ঠার পর) প্রথম উইকেটের পতন হলেও দলের ব্যাটসম্যানরা দৃঢ়তার সঙ্গে খেলে জয়ের লক্ষ্যে এগিয়ে যায়। শেষ পর্যন্ত দলটি সহজ জয় তুলে নেয় এবং টি-২০ বিশ্বকাপে খেলার যোগ্যতা অর্জন করে। bbox=[362, 1144, 555, 1218]
ius-web: Web: www.ius.edu.bd bbox=[1107, 2247, 1209, 2259]
biwtc-signatory: মহাব্যবস্থাপক (বাণিজ্য/যাত্রী ও প্রশাসন) bbox=[389, 1969, 540, 1980]
hstu-logo-icon bbox=[987, 1450, 1044, 1506]
masthead bbox=[32, 24, 1536, 113]
biwtc-address: ফেয়ারলী হাউস, ২৪ কাজী নজরুল ইসলাম এভিনিউ, শাহবাগ, ঢাকা-১০০০। bbox=[156, 1485, 447, 1496]
article-paragraph: রাষ্ট্রায়ত্ত ব্যাংকগুলোকে মূলধন ঘাটতি পূরণে সরকারের পক্ষ থেকে আর অর্থ না দেওয়ার সুপারিশ করেছে সংসদীয় কমিটি। গতকাল জাতীয় সংসদ ভবনে অনুষ্ঠিত অর্থ মন্ত্রণালয় সম্পর্কিত সংসদীয় স্থায়ী কমিটির বৈঠকে এ সুপারিশ করা হয়। কমিটির সভাপতি বৈঠকে সভাপতিত্ব করেন। bbox=[362, 221, 555, 326]
tender-cell-key: অন্যান্য শর্তাবলী bbox=[92, 1920, 261, 1953]
article-paragraph: (শেষের পৃষ্ঠার পর) ফেসবুকে গুজব ছড়িয়ে সামাজিক অস্থিরতা সৃষ্টির চেষ্টা করা হচ্ছে। আইনশৃঙ্খলা বাহিনী এসব অপপ্রচার রোধে সাইবার নজরদারি জোরদার করেছে। বিশেষজ্ঞরা বলছেন, যাচাই না করে কোনো তথ্য শেয়ার করা উচিত নয়। bbox=[1182, 349, 1536, 392]
ius-international: INTERNATIONAL bbox=[1086, 1848, 1312, 1875]
tender-table-row bbox=[64, 1759, 540, 1780]
article-byline: প্রতিদিন ডেস্ক bbox=[362, 524, 423, 537]
ius-feature-item: ◆ Experienced Faculty Members including Ph.D holders. bbox=[992, 1964, 1307, 1978]
tender-cell-value: (ক) দরদাতার হালনাগাদ ট্রেড লাইসেন্স; (খ) ব্যাংক সলভেন্সি সার্টিফিকেট; (গ) আয়কর সনদ; (ঘ) ভ্যাট নিবন্ধন সনদ। bbox=[261, 1854, 540, 1887]
divider bbox=[362, 1100, 555, 1101]
ius-feature-item: ◆ Special offer for Diploma Engineers with Credit Transfer facilities (Classes are held on Friday/Saturday also). bbox=[992, 2026, 1307, 2053]
ius-bachelors-list: CSE, EEE, TEXTILE, ENGLISH, BBA bbox=[1333, 2009, 1409, 2045]
column-second bbox=[362, 129, 555, 1301]
date-block bbox=[1436, 37, 1536, 87]
article-subhead: খুনিরা পেশাদার bbox=[1020, 136, 1128, 156]
tender-cell-value: উপ-মহাব্যবস্থাপক (বাণিজ্য/যাত্রী ও প্রশাসন), বিআইডব্লিউটিসি, ফেয়ারলী হাউস, ঢাকা। bbox=[261, 1887, 540, 1920]
tender-cell-key: সংগ্রহকারী সত্তার বিবরণ bbox=[92, 1887, 261, 1920]
article-paragraph: (শেষের পৃষ্ঠার পর) এর ফলে রাজধানীর জলাবদ্ধতা নিরসন ও পরিবেশ রক্ষায় নতুন উদ্যোগ নেওয়া হয়েছে। সিটি করপোরেশনের কর্মকর্তারা জানান, নালা-নর্দমা পরিষ্কার ও বর্জ্য ব্যবস্থাপনায় বিশেষ গুরুত্ব দেওয়া হচ্ছে। নগরবাসীকে সচেতন করতে প্রচারণা চালানো হবে। bbox=[32, 900, 346, 959]
tender-cell-value: চেয়ারম্যান, বিআইডব্লিউটিসি। bbox=[261, 1663, 540, 1684]
biwtc-slogan-2: প্রদানে বিআইডব্লিউটিসি অংগীকারবদ্ধ bbox=[223, 1562, 380, 1574]
article-body bbox=[32, 708, 346, 959]
tender-cell-no: ১১। bbox=[64, 1854, 92, 1887]
article-paragraph: (প্রথম পৃষ্ঠার পর) বিশ্বকাপ ফুটবলের ফাইনালে কোন দল জায়গা করে নেবে তা নিয়ে সমর্থকদের মধ্যে চলছে নানা হিসাব-নিকাশ। দুই দলই শক্তিশালী হওয়ায় লড়াই জমজমাট হবে বলে মনে করছেন ফুটবলবোদ্ধারা। bbox=[1182, 947, 1536, 990]
article-paragraph: (শেষের পৃষ্ঠার পর) এর ফলে রাজধানীর জলাবদ্ধতা নিরসন ও পরিবেশ রক্ষায় নতুন উদ্যোগ নেওয়া হয়েছে। সিটি করপোরেশনের কর্মকর্তারা জানান, নালা-নর্দমা পরিষ্কার ও বর্জ্য ব্যবস্থাপনায় বিশেষ গুরুত্ব দেওয়া হচ্ছে। নগরবাসীকে সচেতন করতে প্রচারণা চালানো হবে। bbox=[32, 709, 346, 768]
tender-cell-key: দরপত্র প্রক্রিয়া bbox=[92, 1717, 261, 1738]
biwtc-org-bn: বাংলাদেশ অভ্যন্তরীণ নৌ-পরিবহন করপোরেশন bbox=[152, 1404, 451, 1423]
hstu-title-1: হাজী মোহাম্মদ দানেশ বিজ্ঞান ও প্রযুক্তি bbox=[1088, 1440, 1487, 1470]
biwtc-ref: বিআইডব্লিউটিসি/বাণি/০১/২০১৮-১৯ bbox=[63, 1969, 208, 1980]
article-subhead: ফেসবুক গুজবের bbox=[1294, 314, 1424, 336]
tender-table-row bbox=[64, 1663, 540, 1684]
hstu-memo-row bbox=[987, 1526, 1521, 1542]
article-subhead: ভোগান্তির শেষ bbox=[1303, 558, 1415, 581]
article-body bbox=[362, 876, 555, 1092]
ius-masters bbox=[1422, 1989, 1521, 2050]
divider bbox=[362, 445, 555, 446]
ius-admission-ad bbox=[780, 1826, 1536, 2340]
article-body bbox=[362, 545, 555, 762]
article-paragraph: (প্রথম পৃষ্ঠার পর) সিলেট ওসমানী আন্তর্জাতিক বিমানবন্দর থেকে সরাসরি ফ্লাইট চালুর বিষয়ে আলোচনা চলছে। বেসামরিক বিমান চলাচল কর্তৃপক্ষ জানিয়েছে, নিরাপত্তা ব্যবস্থার উন্নয়নে ইতোমধ্যে বিভিন্ন পদক্ষেপ নেওয়া হয়েছে। যুক্তরাজ্যের প্রতিনিধিদল বিমানবন্দরের সার্বিক নিরাপত্তা পরিস্থিতি পরিদর্শন করেছে। bbox=[571, 855, 965, 913]
article-quota bbox=[1182, 132, 1536, 294]
biwtc-tender-ad bbox=[48, 1343, 555, 2340]
hstu-footer bbox=[987, 1727, 1521, 1772]
tender-cell-no: ১২। bbox=[64, 1887, 92, 1920]
ius-address: F/15, Progoti Sarani, Middle Badda, Dhaka-1212, bbox=[926, 2234, 1184, 2247]
article-paragraph: (শেষের পৃষ্ঠার পর) প্রকল্পটি বাস্তবায়িত হলে এলাকার মানুষের দীর্ঘদিনের ভোগান্তির অবসান ঘটবে। যোগাযোগ ব্যবস্থার উন্নয়নের ফলে স্থানীয় অর্থনীতিতে ইতিবাচক প্রভাব পড়বে বলে আশা করা হচ্ছে। নির্ধারিত সময়ের মধ্যেই কাজ শেষ হবে বলে জানিয়েছেন সংশ্লিষ্টরা। bbox=[1182, 721, 1536, 778]
tender-cell-key: এজেন্সি bbox=[92, 1642, 261, 1663]
biwtc-signatory-2: বিআইডব্লিউটিসি, ঢাকা। bbox=[418, 1985, 511, 1996]
article-paragraph: জাতিসংঘে 'মন্ত্রী পর্যায়ের ঘোষণা'র খসড়া তৈরি করে দিয়েছে বাংলাদেশ ও অস্ট্রেলিয়া। এ খসড়া ঘোষণা টেকসই উন্নয়ন লক্ষ্যমাত্রা অর্জনে সহায়ক ভূমিকা রাখবে বলে আশা করা হচ্ছে। নিউইয়র্কে জাতিসংঘ সদর দফতরে আয়োজিত উচ্চপর্যায়ের রাজনৈতিক ফোরামে এ খসড়া গৃহীত হয়। bbox=[362, 546, 555, 651]
ius-admission-block bbox=[1320, 1927, 1521, 2208]
tender-cell-no: ৩। bbox=[64, 1663, 92, 1684]
article-paragraph: (শেষের পৃষ্ঠার পর) খুনিরা পেশাদার বলে ধারণা করছে পুলিশ। হত্যাকাণ্ডের ধরন দেখে মনে হচ্ছে পরিকল্পিতভাবে এ ঘটনা ঘটানো হয়েছে। নিহতের পরিবারের সদস্যরা দ্রুত খুনিদের গ্রেফতার ও বিচারের দাবি জানিয়েছেন। তদন্তকারী কর্মকর্তা জানান, ঘটনার সঙ্গে জড়িতদের শনাক্তের চেষ্টা চলছে। bbox=[981, 293, 1168, 412]
tender-cell-key: যোগ্যতার শর্তাবলী bbox=[92, 1854, 261, 1887]
hstu-signatory-title: রেজিস্ট্রার bbox=[1409, 1752, 1458, 1768]
hstu-signatory: প্রফেসর ড. মো. সফিউল আলম bbox=[1344, 1730, 1521, 1746]
article-t20 bbox=[362, 1109, 555, 1299]
ius-admission: ADMISSION OPEN bbox=[1343, 1933, 1499, 1953]
ius-admission-banner bbox=[1320, 1927, 1521, 1983]
tender-cell-value: ২৪/০৭/২০১৮ খ্রিঃ দুপুর ১২.৩০ ঘটিকা। bbox=[261, 1780, 540, 1801]
article-paragraph: (শেষের পৃষ্ঠার পর) খুনিরা পেশাদার বলে ধারণা করছে পুলিশ। হত্যাকাণ্ডের ধরন দেখে মনে হচ্ছে পরিকল্পিতভাবে এ ঘটনা ঘটানো হয়েছে। নিহতের পরিবারের সদস্যরা দ্রুত খুনিদের গ্রেফতার ও বিচারের দাবি জানিয়েছেন। তদন্তকারী কর্মকর্তা জানান, ঘটনার সঙ্গে জড়িতদের শনাক্তের চেষ্টা চলছে। bbox=[981, 542, 1168, 661]
article-paragraph: (শেষের পৃষ্ঠার পর) তিন সিটি নির্বাচনে ক্ষমতাসীন দলের প্রার্থীদের নিয়ে নেতা-কর্মীদের মধ্যে উত্তেজনা বিরাজ করছে। দলের হাইকমান্ড থেকে সবাইকে ঐক্যবদ্ধভাবে কাজ করার নির্দেশ দেওয়া হয়েছে। bbox=[981, 716, 1168, 789]
article-paragraph: রাষ্ট্রায়ত্ত ব্যাংকগুলোকে মূলধন ঘাটতি পূরণে সরকারের পক্ষ থেকে আর অর্থ না দেওয়ার সুপারিশ করেছে সংসদীয় কমিটি। গতকাল জাতীয় সংসদ ভবনে অনুষ্ঠিত অর্থ মন্ত্রণালয় সম্পর্কিত সংসদীয় স্থায়ী কমিটির বৈঠকে এ সুপারিশ করা হয়। কমিটির সভাপতি বৈঠকে সভাপতিত্ব করেন। bbox=[362, 331, 555, 435]
ius-admission-term: FALL-2018 bbox=[1372, 1954, 1470, 1976]
ius-office-hours: Admission office open everyday from 9.00 am to 8.00 pm. bbox=[1024, 2222, 1292, 2234]
tender-cell-no: ৭। bbox=[64, 1759, 92, 1780]
ius-program: Bi-Semester Program bbox=[1430, 1835, 1521, 1845]
hstu-code: জি-৭৮৬/১৮ (৫×৩) bbox=[987, 1756, 1069, 1768]
article-headline: জাতিসংঘে মন্ত্রী পর্যায়ের খসড়া ঘোষণা তৈরি করল বাংলাদেশ ও অস্ট্রেলিয়া bbox=[368, 453, 548, 515]
article-paragraph: (শেষের পৃষ্ঠার পর) প্রথম উইকেটের পতন হলেও দলের ব্যাটসম্যানরা দৃঢ়তার সঙ্গে খেলে জয়ের লক্ষ্যে এগিয়ে যায়। শেষ পর্যন্ত দলটি সহজ জয় তুলে নেয় এবং টি-২০ বিশ্বকাপে খেলার যোগ্যতা অর্জন করে। bbox=[362, 1223, 555, 1297]
article-paragraph: (প্রথম পৃষ্ঠার পর) বিশ্বকাপ ফুটবলের ফাইনালে কোন দল জায়গা করে নেবে তা নিয়ে সমর্থকদের মধ্যে চলছে নানা হিসাব-নিকাশ। দুই দলই শক্তিশালী হওয়ায় লড়াই জমজমাট হবে বলে মনে করছেন ফুটবলবোদ্ধারা। bbox=[1182, 899, 1536, 942]
article-body bbox=[362, 1144, 555, 1299]
tender-cell-no: ৬। bbox=[64, 1738, 92, 1759]
article-paragraph: খাগড়াছড়িতে দুর্বৃত্তের গুলিতে ভোলানাথ চাকমা নামে এক ইউপিডিএফ সদস্য নিহত হয়েছেন। গতকাল সকালে জেলার দীঘিনালা উপজেলার দুর্গম এলাকায় এ ঘটনা ঘটে। পুলিশ জানায়, সশস্ত্র দুর্বৃত্তরা তাকে লক্ষ্য করে কয়েক রাউন্ড গুলি ছোড়ে। ঘটনাস্থলেই তার মৃত্যু হয়। এ ঘটনায় এলাকায় আতঙ্ক বিরাজ করছে। bbox=[32, 576, 346, 650]
biwtc-code: জি-২২১/১৮ (৯×৩) bbox=[63, 1985, 144, 1996]
biwtc-unit: 'যাত্রী সার্ভিস ইউনিট' bbox=[239, 1511, 364, 1528]
article-subhead: টি-২০ বিশ্বকাপে bbox=[401, 1112, 515, 1133]
